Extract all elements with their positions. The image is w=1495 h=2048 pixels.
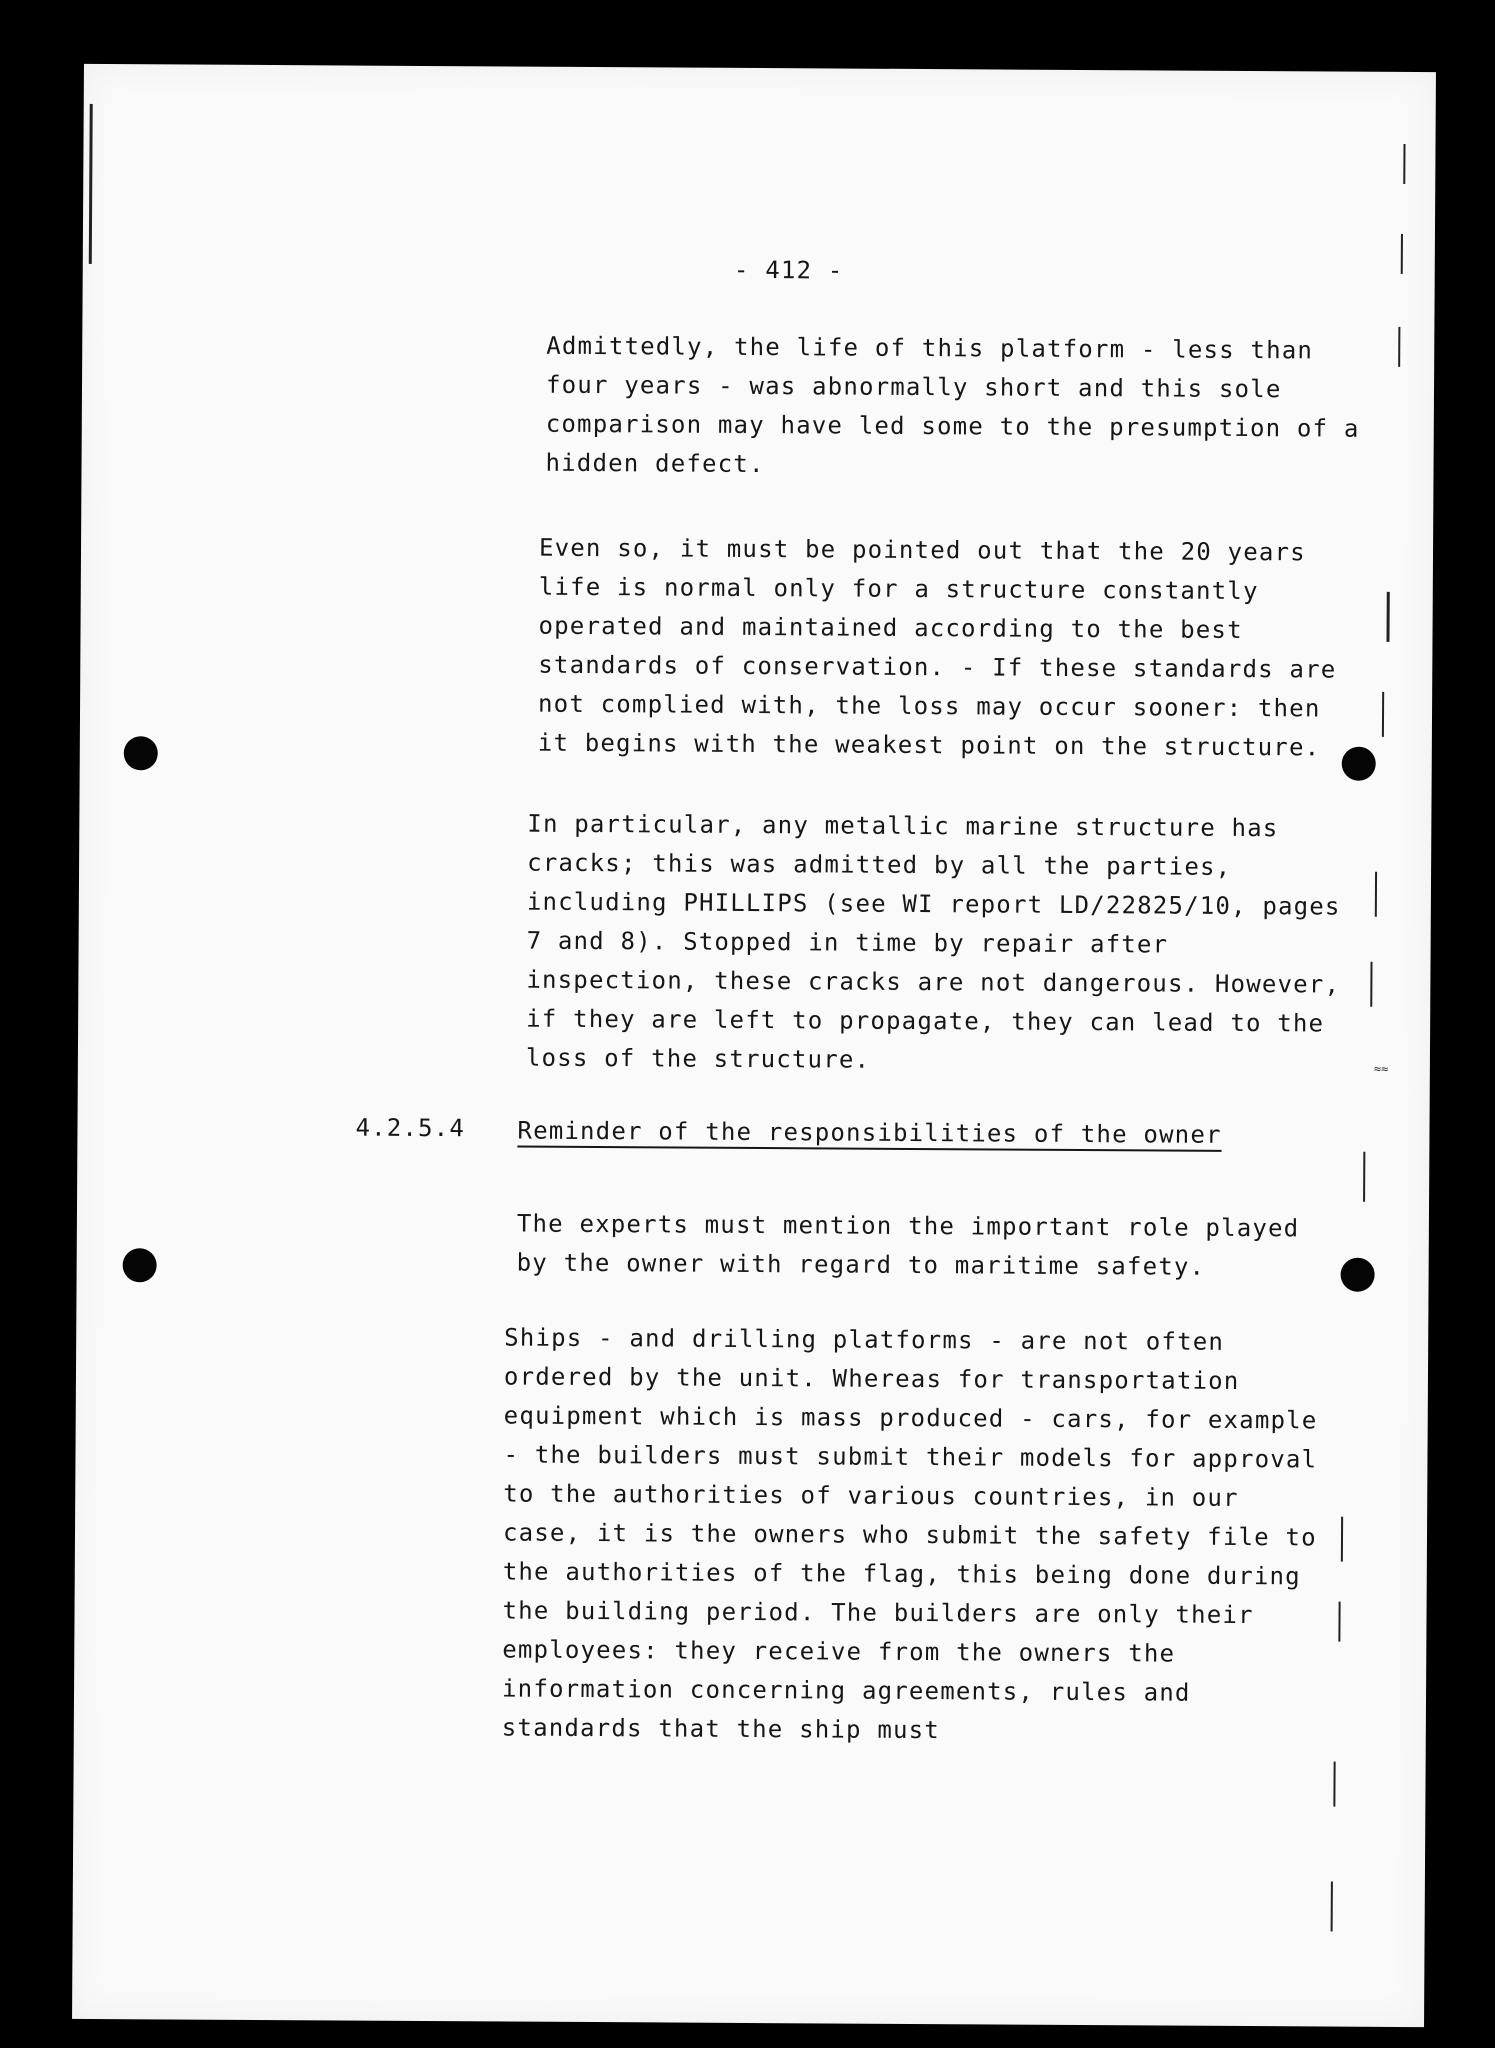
punch-hole-right-lower [1341,1258,1375,1292]
margin-mark [1333,1762,1335,1807]
margin-mark [1382,692,1384,737]
margin-mark [1403,144,1405,184]
left-edge-mark [89,104,93,264]
page-number: - 412 - [733,255,844,285]
paragraph-platform-life: Admittedly, the life of this platform - less than four years - was abnormally short and this sole comparison may have led some to the presumption of a hidden defect. [545,331,1360,479]
margin-scribble: ≈≈ [1373,1061,1389,1076]
margin-mark [1341,1517,1343,1562]
punch-hole-right-upper [1342,747,1376,781]
margin-mark [1363,1152,1365,1202]
margin-mark [1398,327,1400,367]
punch-hole-left-upper [124,736,158,770]
margin-mark [1386,592,1389,642]
paragraph-cracks: In particular, any metallic marine structure has cracks; this was admitted by all the parties, including PHILLIPS (see WI report LD/22825/10, pages 7 and 8). Stopped in time by repair after inspection, these cracks are not dangerous. However, if they are left to propagate, they can lead to the loss of the structure. [525,809,1341,1074]
paragraph-normal-life: Even so, it must be pointed out that the 20 years life is normal only for a structure constantly operated and maintained according to the best standards of conservation. - If these standards are not complied with, the loss may occur sooner: then it begins with the weakest point on the structure. [537,533,1337,762]
section-number: 4.2.5.4 [355,1113,466,1143]
margin-mark [1338,1602,1340,1642]
margin-mark [1375,872,1377,917]
document-page [72,64,1436,2027]
paragraph-owner-role: The experts must mention the important role played by the owner with regard to maritime safety. [516,1209,1300,1281]
punch-hole-left-lower [123,1248,157,1282]
margin-mark [1370,962,1372,1007]
margin-mark [1401,234,1403,274]
paragraph-ships-ordered: Ships - and drilling platforms - are not often ordered by the unit. Whereas for transportation equipment which is mass produced - cars, for example - the builders must submit their models for approval to the authorities of various countries, in our case, it is the owners who submit the safety file to the authorities of the flag, this being done during the building period. The builders are only their employees: they receive from the owners the information concerning agreements, rules and standards that the ship must [501,1323,1318,1745]
section-title: Reminder of the responsibilities of the owner [517,1116,1222,1149]
margin-mark [1331,1882,1333,1932]
